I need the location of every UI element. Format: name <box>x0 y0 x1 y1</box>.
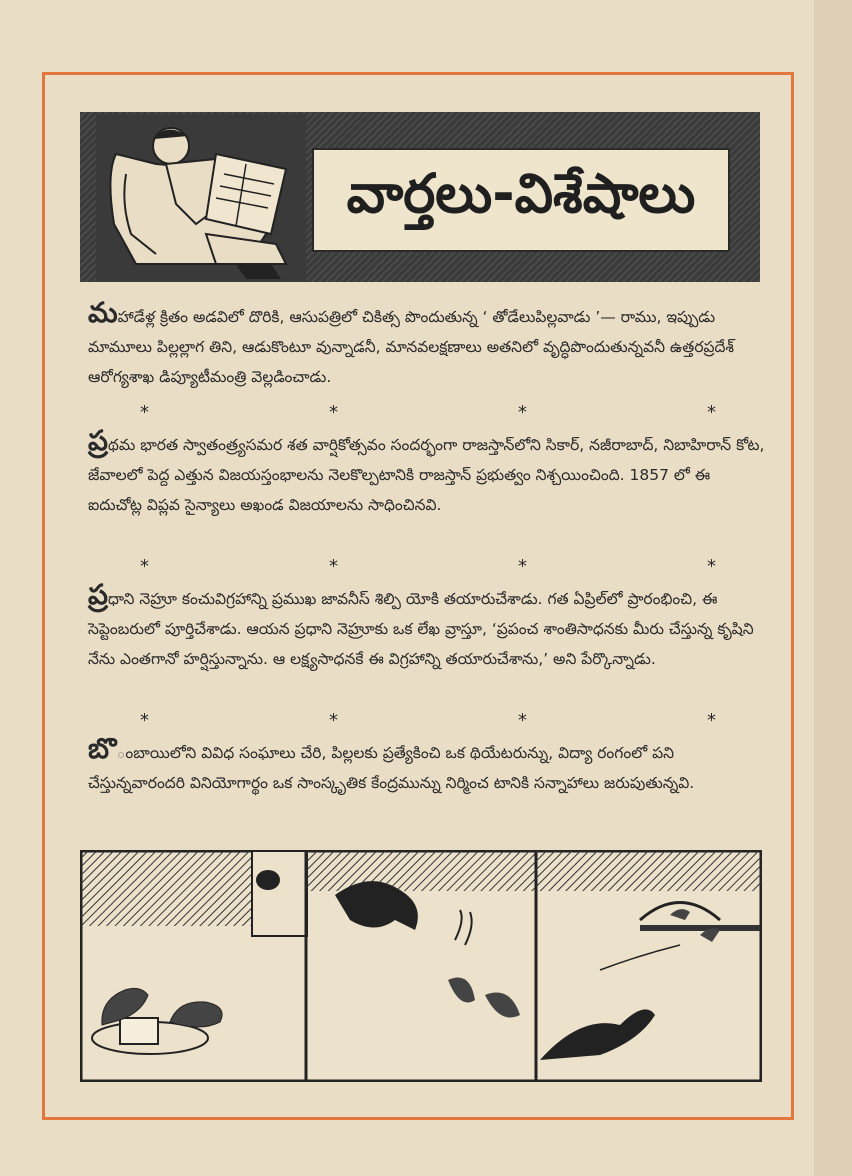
article-3 <box>88 580 768 674</box>
article-text: ంబాయిలోని వివిధ సంఘాలు చేరి, పిల్లలకు ప్రత్యేకించి ఒక థియేటరున్ను, విద్యా రంగంలో పని చేస్తున్నవారందరి వినియోగార్థం ఒక సాంస్కృతిక కేంద్రమున్ను నిర్మించ టానికి సన్నాహాలు జరుపుతున్నవి. <box>88 744 695 792</box>
article-text: ధాని నెహ్రూ కంచువిగ్రహాన్ని ప్రముఖ జావనీస్ శిల్పి యోకి తయారుచేశాడు. గత ఏప్రిల్‌లో ప్రారంభించి, ఈ సెప్టెంబరులో పూర్తిచేశాడు. ఆయన ప్రధాని నెహ్రూకు ఒక లేఖ వ్రాస్తూ, ‘ప్రపంచ శాంతిసాధనకు మీరు చేస్తున్న కృషిని నేను ఎంతగానో హర్షిస్తున్నాను. ఆ లక్ష్యసాధనకే ఈ విగ్రహాన్ని తయారుచేశాను,’ అని పేర్కొన్నాడు. <box>88 590 754 668</box>
drop-cap: ప్ర <box>88 424 108 457</box>
comic-strip <box>80 850 762 1082</box>
title-box <box>312 148 730 252</box>
article-4 <box>88 734 768 798</box>
separator-row: * * * * <box>140 556 716 577</box>
drop-cap: మ <box>88 296 118 329</box>
page-title: వార్తలు-విశేషాలు <box>346 161 696 225</box>
article-1 <box>88 298 768 392</box>
article-text: హాడేళ్ల క్రితం అడవిలో దొరికి, ఆసుపత్రిలో చికిత్స పొందుతున్న ‘ తోడేలుపిల్లవాడు ’— రాము, ఇప్పుడు మామూలు పిల్లల్లాగ తిని, ఆడుకొంటూ వున్నాడనీ, మానవలక్షణాలు అతనిలో వృద్ధిపొందుతున్నవనీ ఉత్తరప్రదేశ్ ఆరోగ్యశాఖ డిప్యూటీమంత్రి వెల్లడించాడు. <box>88 308 735 386</box>
newspaper-reader-illustration <box>96 114 306 282</box>
separator-row: * * * * <box>140 402 716 423</box>
separator-row: * * * * <box>140 710 716 731</box>
page-edge <box>814 0 852 1176</box>
article-text: థమ భారత స్వాతంత్ర్యసమర శత వార్షికోత్సవం సందర్భంగా రాజస్తాన్‌లోని సికార్, నజీరాబాద్, నిబాహిరాన్ కోట, జేవాలలో పెద్ద ఎత్తున విజయస్తంభాలను నెలకొల్పటానికి రాజస్తాన్ ప్రభుత్వం నిశ్చయించింది. 1857 లో ఈ ఐదుచోట్ల విప్లవ సైన్యాలు అఖండ విజయాలను సాధించినవి. <box>88 436 765 514</box>
drop-cap: ప్ర <box>88 578 108 611</box>
drop-cap: బొ <box>88 732 117 765</box>
article-2 <box>88 426 768 520</box>
